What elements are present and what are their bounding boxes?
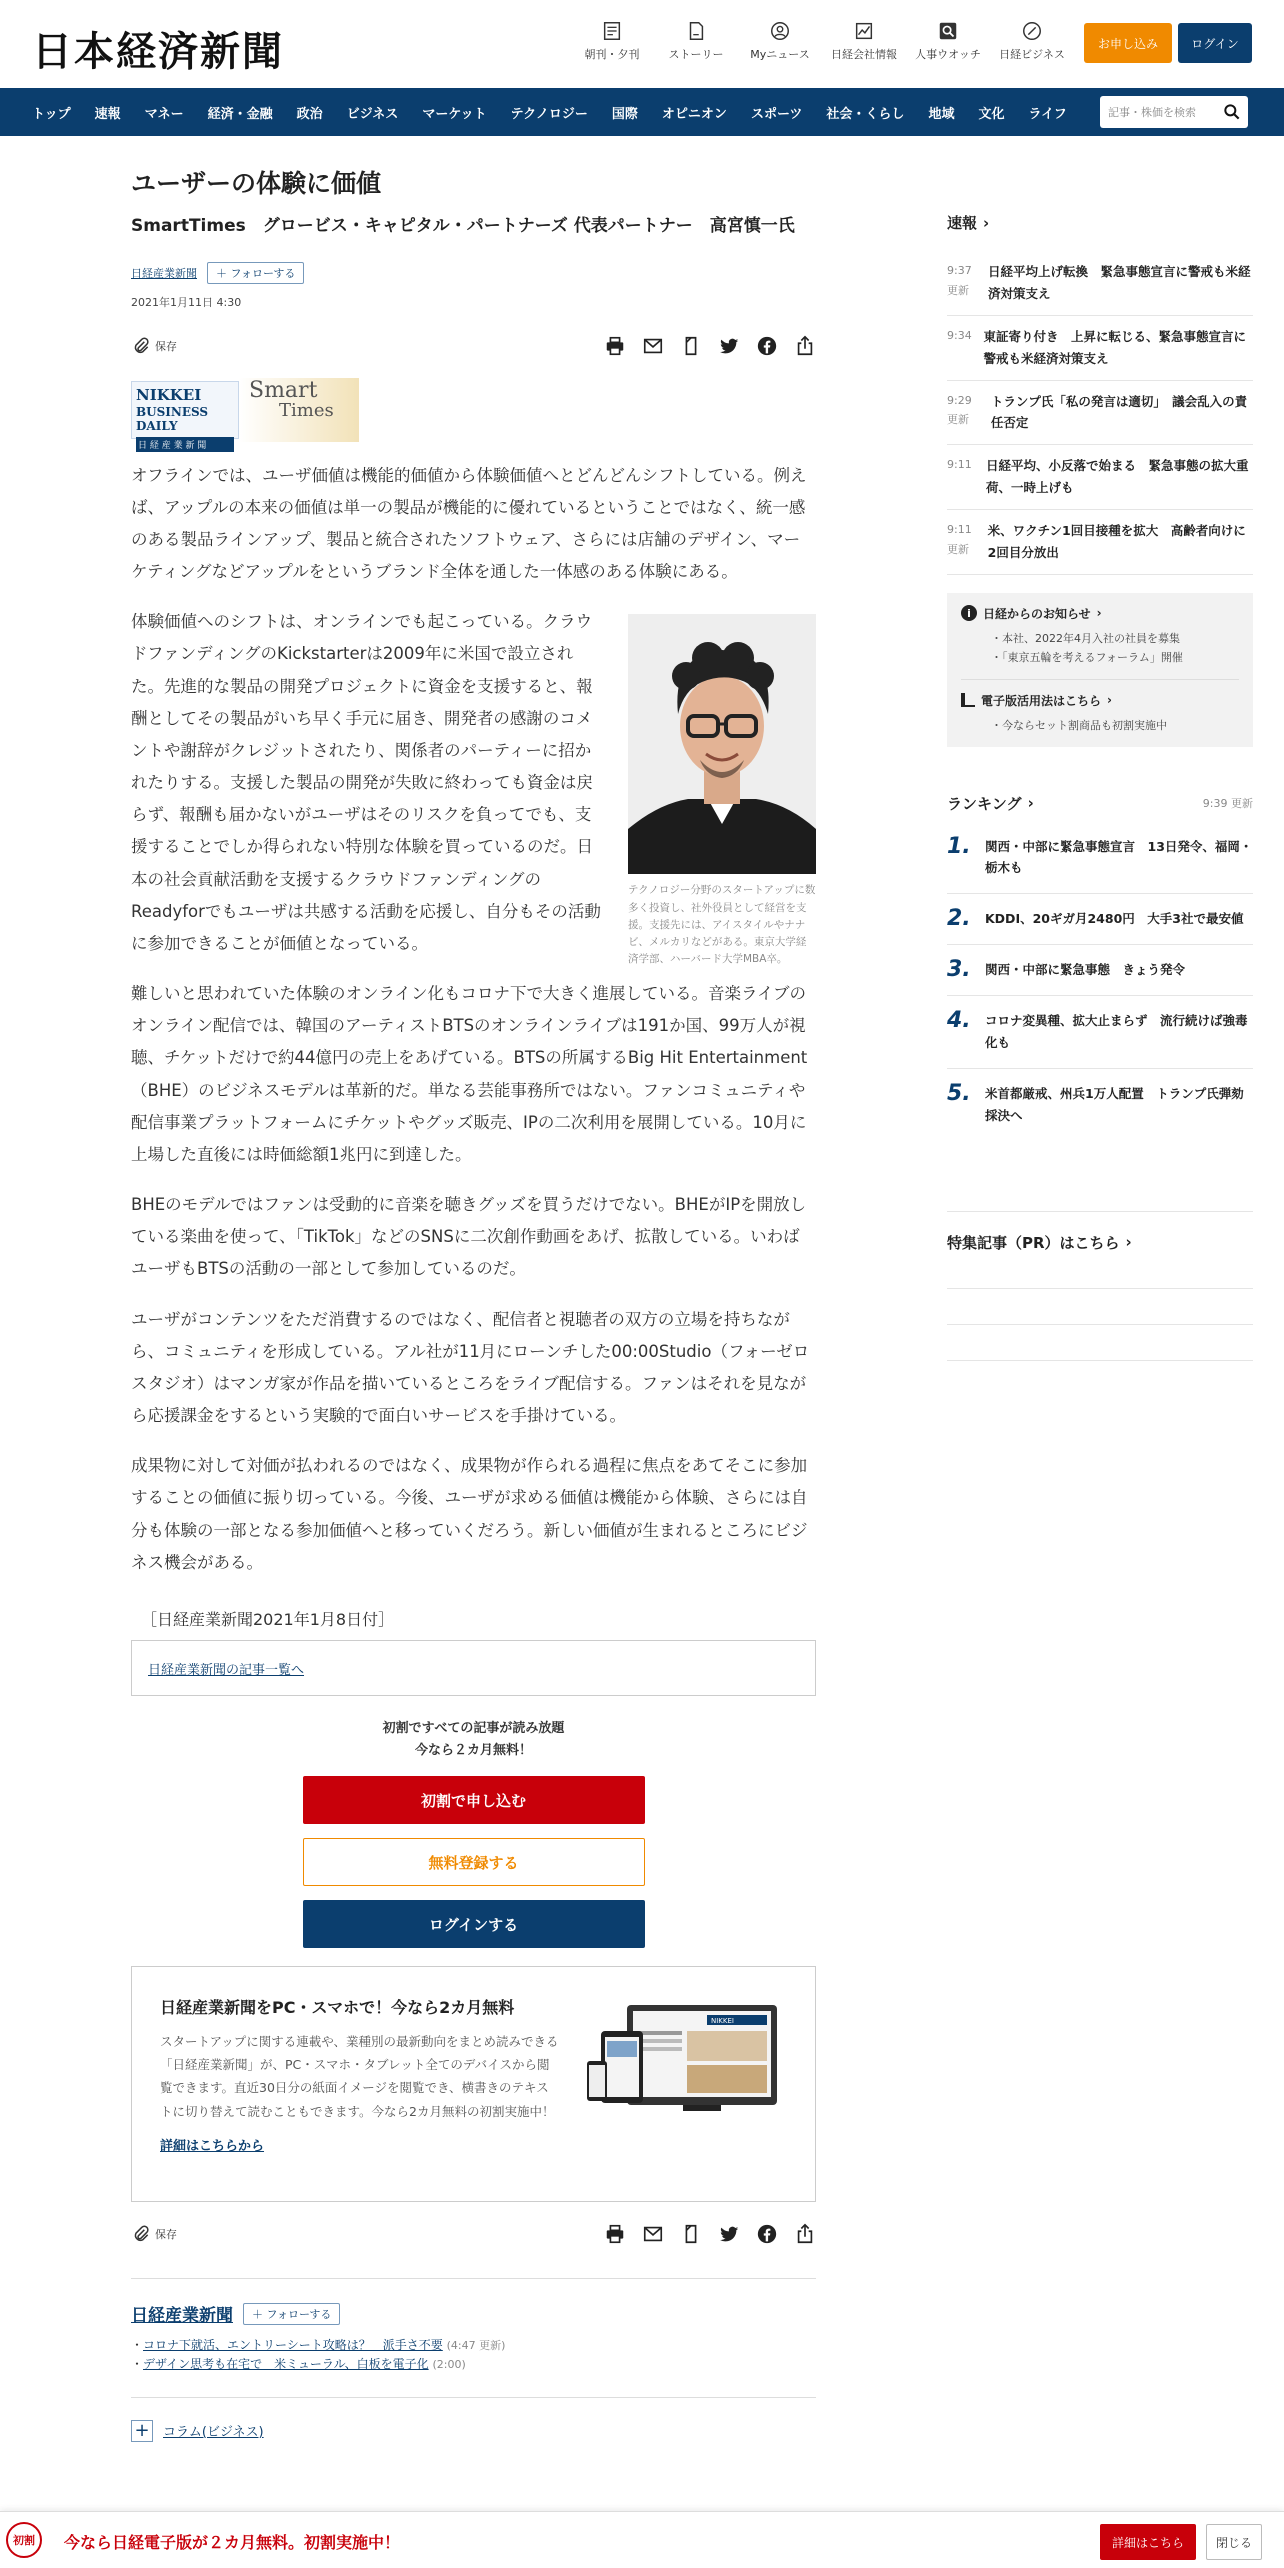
bottom-promo-bar [0,2511,1284,2568]
nbd-logo-line2: BUSINESS DAILY [136,404,209,433]
bottom-message: 今なら日経電子版が２カ月無料。初割実施中！ [64,2533,401,2552]
nav-item-international[interactable]: 国際 [611,106,638,122]
detail-button[interactable]: 詳細はこちら [1100,2524,1196,2560]
ranking-updated: 9:39 更新 [1202,797,1253,811]
facebook-icon[interactable] [756,335,778,357]
subscribe-button[interactable]: 初割で申し込む [303,1776,645,1824]
chevron-right-icon: › [1107,693,1112,708]
nav-item-culture[interactable]: 文化 [978,106,1005,122]
ranking-item[interactable] [947,894,1253,945]
breaking-text: 東証寄り付き 上昇に転じる、緊急事態宣言に警戒も米経済対策支え [983,328,1246,366]
notice-text: 「東京五輪を考えるフォーラム」開催 [1002,651,1183,665]
paperclip-icon [131,2224,151,2244]
related-link[interactable]: デザイン思考も在宅で 米ミューラル、白板を電子化 [143,2357,429,2372]
ad-title: 日経産業新聞をPC・スマホで！今なら2カ月無料 [160,1998,515,2018]
pr-header[interactable] [947,1232,1253,1253]
follow-label: フォローする [266,2307,332,2321]
header-link-label: ストーリー [668,48,724,61]
notice-item[interactable]: ・「東京五輪を考えるフォーラム」開催 [991,651,1183,665]
save-label: 保存 [155,339,177,353]
rank-number: 1. [947,833,971,859]
digital-text: 今ならセット割商品も初割実施中 [1002,718,1167,732]
column-label[interactable]: コラム(ビジネス) [163,2425,264,2441]
article-paragraph: ユーザがコンテンツをただ消費するのではなく、配信者と視聴者の双方の立場を持ちながら、コミュニティを形成している。アル社が11月にローンチした00:00Studio（フォーゼロスタジオ）はマンガ家が作品を描いているところをライブ配信する。ファンはそれを見ながら応援課金をするという実験的で面白いサービスを手掛けている。 [131,1309,810,1426]
share-icon[interactable] [794,2223,816,2245]
rank-number: 2. [947,906,971,932]
article-title: ユーザーの体験に価値 [131,169,382,198]
related-time: (4:47 更新) [446,2339,506,2353]
site-header [0,0,1284,88]
user-icon [769,20,791,42]
nav-item-breaking[interactable]: 速報 [94,106,121,122]
breaking-news-header[interactable] [947,212,1253,233]
document-icon [685,20,707,42]
divider [131,2278,816,2279]
compass-icon [1021,20,1043,42]
article-date: 2021年1月11日 4:30 [131,295,242,309]
search-icon[interactable] [1222,102,1242,122]
header-link-mynews[interactable] [738,20,822,62]
nav-item-market[interactable]: マーケット [422,106,487,122]
rank-text: 関西・中部に緊急事態 きょう発令 [985,962,1186,978]
breaking-time: 9:11 [947,458,972,472]
related-link[interactable]: コロナ下就活、エントリーシート攻略は？ 派手さ不要 [143,2338,443,2353]
search-input[interactable] [1100,96,1248,128]
breaking-time: 9:29更新 [947,393,972,427]
ranking-item[interactable] [947,1069,1253,1141]
follow-button-bottom[interactable]: ＋ フォローする [243,2303,340,2325]
register-button[interactable]: 無料登録する [303,1838,645,1886]
source-note: ［日経産業新聞2021年1月8日付］ [141,1610,395,1629]
rank-text: コロナ変異種、拡大止まらず 流行続けば強毒化も [985,1013,1248,1051]
ad-image-text: NIKKEI [711,2017,734,2026]
column-follow[interactable] [131,2420,816,2442]
rank-number: 3. [947,957,971,983]
article-paragraph: 難しいと思われていた体験のオンライン化もコロナ下で大きく進展している。音楽ライブのオンライン配信では、韓国のアーティストBTSのオンラインライブは191か国、99万人が視聴、チケットだけで約44億円の売上をあげている。BTSの所属するBig Hit Entertainment（BHE）のビジネスモデルは革新的だ。単なる芸能事務所ではない。ファンコミュニティや配信事業プラットフォームにチケットやグッズ販売、IPの二次利用を展開している。10月に上場した直後には時価総額1兆円に到達した。 [131,984,808,1164]
article-tools-bottom [131,2226,816,2256]
ranking-item[interactable] [947,822,1253,895]
article-paragraph: BHEのモデルではファンは受動的に音楽を聴きグッズを買うだけでない。BHEがIPを開放している楽曲を使って、「TikTok」などのSNSに二次創作動画をあげ、拡散している。いわばユーザもBTSの活動の一部として参加しているのだ。 [131,1195,807,1279]
header-icons [570,20,1074,62]
hatsuwari-badge: 初割 [6,2522,42,2558]
header-link-label: 日経ビジネス [999,48,1065,61]
chart-icon [853,20,875,42]
related-item: ・デザイン思考も在宅で 米ミューラル、白板を電子化 (2:00) [131,2357,466,2372]
ranking-item[interactable] [947,945,1253,996]
article-list-link[interactable] [131,1640,816,1696]
related-time: (2:00) [432,2358,466,2372]
nav-item-business[interactable]: ビジネス [346,106,399,122]
header-link-label: 人事ウオッチ [915,48,981,61]
chevron-right-icon: › [983,213,990,232]
breaking-text: 日経平均上げ転換 緊急事態宣言に警戒も米経済対策支え [987,264,1251,301]
header-link-label: 朝刊・夕刊 [584,48,640,61]
subscribe-promo [131,1718,816,1762]
article-subtitle: SmartTimes グロービス・キャピタル・パートナーズ 代表パートナー 高宮慎一氏 [131,215,795,236]
login-button[interactable]: ログイン [1178,23,1252,63]
paperclip-icon [131,336,151,356]
search-person-icon [937,20,959,42]
nav-item-top[interactable]: トップ [32,106,71,122]
divider [131,2397,816,2398]
clip-note-icon[interactable] [680,335,702,357]
follow-button[interactable]: ＋ フォローする [207,262,304,284]
share-icon[interactable] [794,335,816,357]
chevron-right-icon: › [1096,606,1102,621]
pr-title: 特集記事（PR）はこちら [947,1233,1120,1252]
photo-caption: テクノロジー分野のスタートアップに数多く投資し、社外役員として経営を支援。支援先には、アイスタイルやナナビ、メルカリなどがある。東京大学経済学部、ハーバード大学MBA卒。 [628,884,816,966]
breaking-title: 速報 [947,214,978,232]
info-icon: i [961,605,977,621]
rank-number: 4. [947,1008,971,1034]
ranking-item[interactable] [947,996,1253,1069]
facebook-icon[interactable] [756,2223,778,2245]
breaking-time: 9:37更新 [947,264,972,297]
nav-item-life[interactable]: ライフ [1028,106,1067,122]
breaking-item[interactable] [947,316,1253,381]
chevron-right-icon: › [1027,794,1034,813]
digital-edition-ad [131,1966,816,2202]
header-link-story[interactable] [654,20,738,62]
rank-number: 5. [947,1081,971,1107]
header-link-company-info[interactable] [822,20,906,62]
sidebar [947,136,1253,1361]
apply-button[interactable]: お申し込み [1084,23,1172,63]
author-photo [628,614,816,874]
header-link-jinji[interactable] [906,20,990,62]
devices-image [587,2001,787,2121]
save-button-bottom[interactable] [131,2224,177,2244]
nav-item-region[interactable]: 地域 [928,106,955,122]
header-link-chokan[interactable] [570,20,654,62]
related-articles [131,2336,816,2374]
pr-slot [947,1289,1253,1325]
login-cta-button[interactable]: ログインする [303,1900,645,1948]
main-nav [0,88,1284,136]
notice-title: 日経からのお知らせ [983,606,1091,621]
notice-text: 本社、2022年4月入社の社員を募集 [1002,631,1180,645]
mail-icon[interactable] [642,2223,664,2245]
save-button[interactable] [131,336,177,356]
share-buttons-bottom [604,2223,816,2245]
source-link[interactable]: 日経産業新聞 [131,266,197,280]
ranking-header[interactable] [947,793,1034,814]
newspaper-icon [601,20,623,42]
article [131,136,816,2442]
publication-link[interactable]: 日経産業新聞 [131,2306,233,2327]
breaking-time: 9:11更新 [947,523,972,556]
nbd-logo-line1: NIKKEI [136,385,202,404]
smarttimes-line2: Times [279,399,334,421]
ad-more-link[interactable]: 詳細はこちらから [160,2138,265,2154]
header-link-label: Myニュース [750,48,810,61]
nav-item-society[interactable]: 社会・くらし [826,106,905,122]
digital-item[interactable]: ・今ならセット割商品も初割実施中 [991,718,1167,732]
breaking-item[interactable] [947,445,1253,510]
notice-box [947,593,1253,747]
notice-item[interactable]: ・本社、2022年4月入社の社員を募集 [991,631,1180,645]
breaking-item[interactable] [947,251,1253,316]
breaking-item[interactable] [947,510,1253,575]
nav-item-money[interactable]: マネー [144,106,184,122]
ranking-title: ランキング [947,794,1022,813]
nav-item-politics[interactable]: 政治 [296,106,323,122]
book-icon [961,693,975,707]
article-tools [131,332,816,360]
twitter-icon[interactable] [718,335,740,357]
print-icon[interactable] [604,335,626,357]
rank-text: 米首都厳戒、州兵1万人配置 トランプ氏弾劾採決へ [985,1086,1244,1123]
rank-text: 関西・中部に緊急事態宣言 13日発令、福岡・栃木も [985,838,1253,876]
nav-item-economy[interactable]: 経済・金融 [207,106,273,122]
header-link-business[interactable] [990,20,1074,62]
pr-slot [947,1253,1253,1289]
search-placeholder: 記事・株価を検索 [1108,106,1196,119]
ad-description: スタートアップに関する連載や、業種別の最新動向をまとめ読みできる「日経産業新聞」が、PC・スマホ・タブレット全てのデバイスから閲覧できます。直近30日分の紙面イメージを閲覧でき、横書きのテキストに切り替えて読むこともできます。今なら2カ月無料の初割実施中！ [160,2034,559,2119]
article-paragraph: 体験価値へのシフトは、オンラインでも起こっている。クラウドファンディングのKickstarterは2009年に米国で設立された。先進的な製品の開発プロジェクトに資金を支援すると、報酬としてその製品がいち早く手元に届き、開発者の感謝のコメントや謝辞がクレジットされたり、関係者のパーティーに招かれたりする。支援した製品の開発が失敗に終わっても資金は戻らず、報酬も届かないがユーザはそのリスクを負ってでも、支援することでしか得られない特別な体験を買っているのだ。日本の社会貢献活動を支援するクラウドファンディングのReadyforでもユーザは共感する活動を応援し、自分もその活動に参加できることが価値となっている。 [131,612,601,953]
chevron-right-icon: › [1125,1233,1132,1252]
notice-header[interactable] [961,605,1239,622]
article-list-link-label: 日経産業新聞の記事一覧へ [148,1662,305,1678]
promo-line2: 今なら２カ月無料！ [414,1743,532,1759]
article-paragraph: 成果物に対して対価が払われるのではなく、成果物が作られる過程に焦点をあてそこに参加することの価値に振り切っている。今後、ユーザが求める価値は機能から体験、さらには自分も体験の一部となる参加価値へと移っていくだろう。新しい価値が生まれるところにビジネス機会がある。 [131,1456,808,1572]
article-paragraph: オフラインでは、ユーザ価値は機能的価値から体験価値へとどんどんシフトしている。例えば、アップルの本来の価値は単一の製品が機能的に優れているということではなく、統一感のある製品ラインアップ、製品と統合されたソフトウェア、さらには店舗のデザイン、マーケティングなどアップルをというブランド全体を通した一体感のある体験にある。 [131,465,807,582]
breaking-text: 米、ワクチン1回目接種を拡大 高齢者向けに2回目分放出 [987,523,1246,560]
plus-icon[interactable]: + [131,2420,153,2442]
breaking-text: トランプ氏「私の発言は適切」 議会乱入の責任否定 [990,393,1248,431]
divider [961,679,1239,680]
promo-line1: 初割ですべての記事が読み放題 [382,1721,565,1736]
pr-section [947,1211,1253,1361]
nbd-logo-box [131,381,239,451]
smarttimes-line1: Smart [249,377,318,403]
digital-header[interactable] [961,692,1239,709]
site-logo[interactable]: 日本経済新聞 [32,28,284,75]
ranking [947,793,1253,1141]
clip-note-icon[interactable] [680,2223,702,2245]
breaking-item[interactable] [947,381,1253,446]
header-link-label: 日経会社情報 [831,48,897,61]
nav-item-opinion[interactable]: オピニオン [661,106,727,122]
related-item: ・コロナ下就活、エントリーシート攻略は？ 派手さ不要 (4:47 更新) [131,2338,506,2353]
save-label: 保存 [155,2228,177,2242]
breaking-list [947,251,1253,575]
nbd-logo-line3: 日 経 産 業 新 聞 [136,437,234,452]
rank-text: KDDI、20ギガ月2480円 大手3社で最安値 [985,911,1244,927]
breaking-time: 9:34 [947,328,972,342]
smarttimes-logo [239,378,359,442]
share-buttons [604,335,816,357]
digital-title: 電子版活用法はこちら [981,693,1102,708]
mail-icon[interactable] [642,335,664,357]
follow-label: フォローする [230,266,296,280]
breaking-text: 日経平均、小反落で始まる 緊急事態の拡大重荷、一時上げも [985,458,1249,496]
nikkei-business-daily-logo [131,377,816,451]
print-icon[interactable] [604,2223,626,2245]
close-button[interactable]: 閉じる [1206,2524,1262,2560]
pr-slot [947,1325,1253,1361]
nav-item-technology[interactable]: テクノロジー [510,106,588,122]
twitter-icon[interactable] [718,2223,740,2245]
portrait-image [628,614,816,874]
nav-item-sports[interactable]: スポーツ [750,106,803,122]
